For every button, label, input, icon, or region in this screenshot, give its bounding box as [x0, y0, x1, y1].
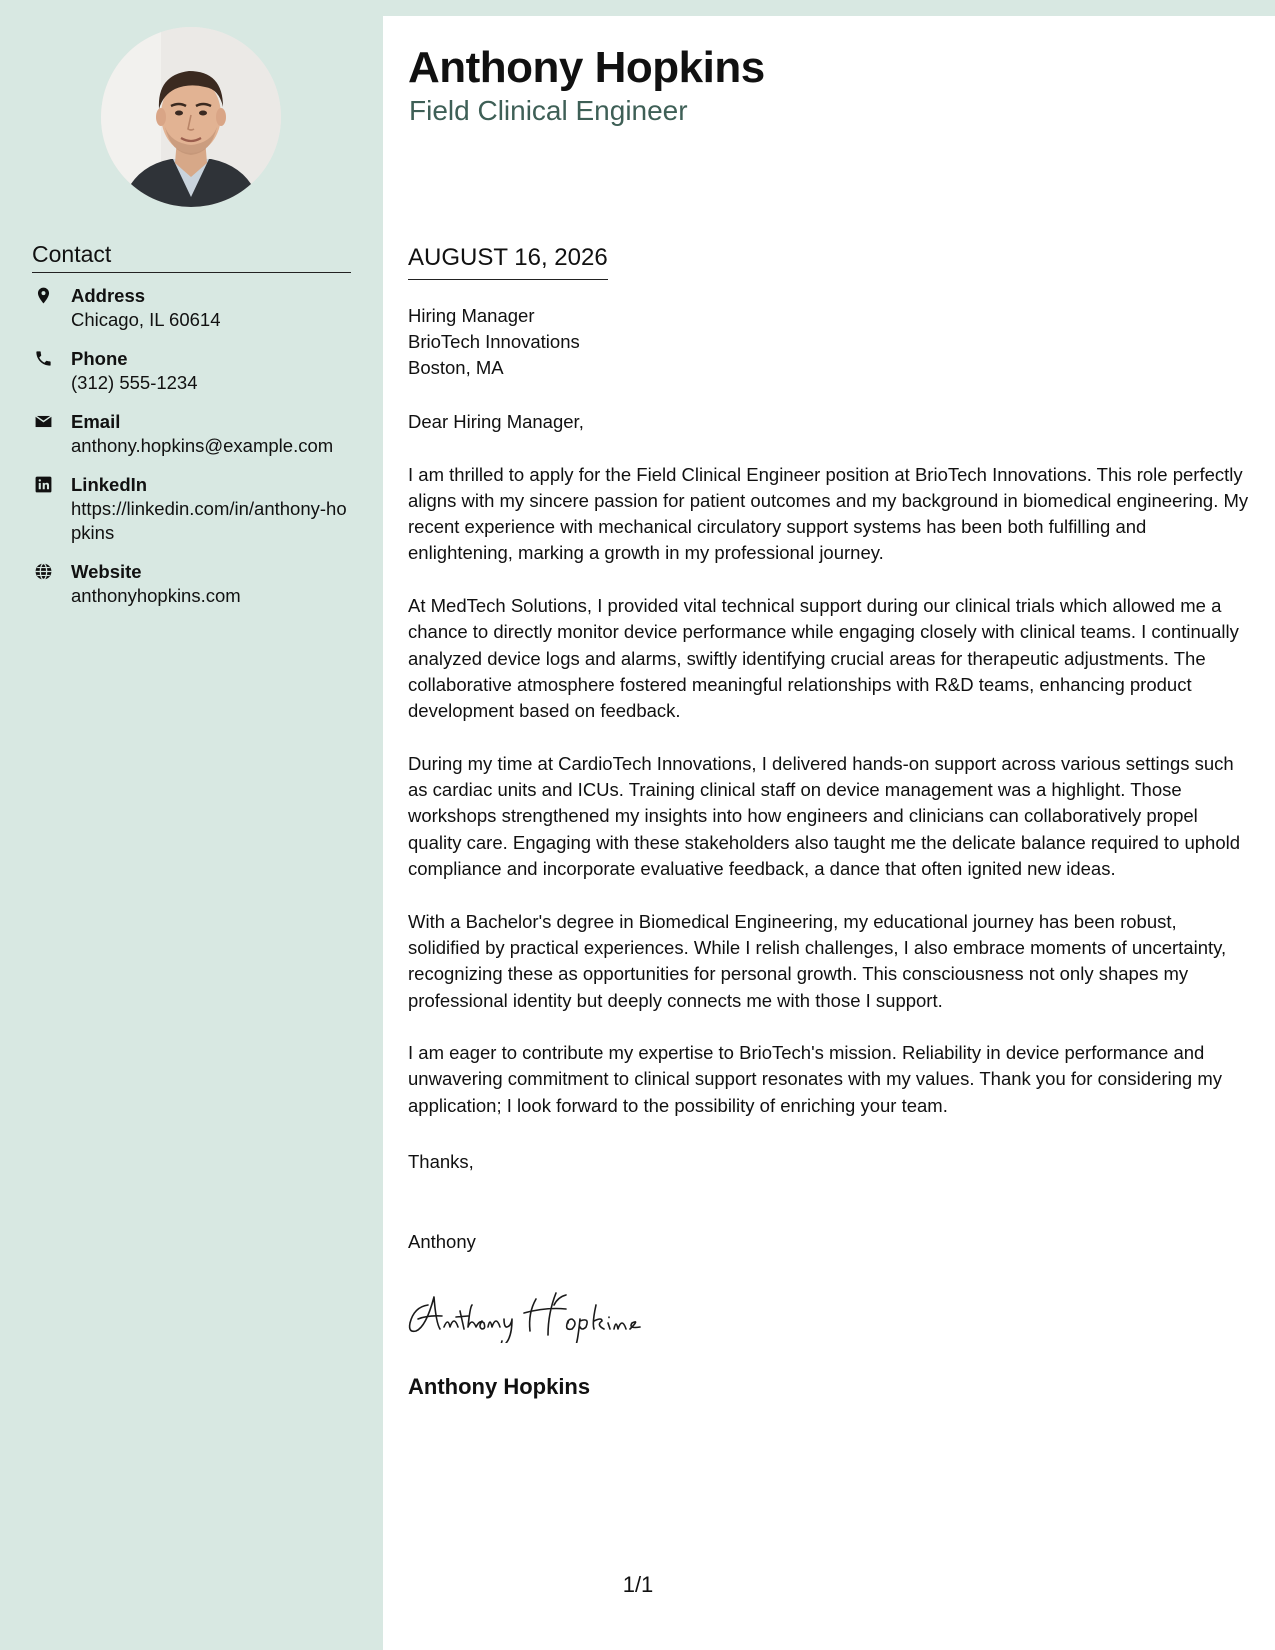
letter-body: [408, 409, 1250, 1145]
recipient-title: Hiring Manager: [408, 305, 535, 326]
phone-label: Phone: [71, 348, 128, 369]
globe-icon: [34, 562, 53, 581]
address-label: Address: [71, 285, 146, 306]
phone-value: (312) 555-1234: [71, 372, 198, 393]
letter-date: AUGUST 16, 2026: [408, 243, 608, 280]
contact-item-address: [32, 284, 352, 332]
website-value[interactable]: anthonyhopkins.com: [71, 585, 241, 606]
email-value[interactable]: anthony.hopkins@example.com: [71, 435, 334, 456]
email-label: Email: [71, 411, 121, 432]
website-label: Website: [71, 561, 142, 582]
body-paragraph: I am thrilled to apply for the Field Clinical Engineer position at BrioTech Innovations. This role perfectly aligns with my sincere passion for patient outcomes and my background in biomedical engineering. My recent experience with mechanical circulatory support systems has been both fulfilling and enlightening, marking a growth in my professional journey.: [408, 463, 1249, 564]
linkedin-label: LinkedIn: [71, 474, 148, 495]
sign-off-name: Anthony: [408, 1231, 476, 1252]
contact-item-email: [32, 410, 352, 458]
body-paragraph: I am eager to contribute my expertise to BrioTech's mission. Reliability in device performance and unwavering commitment to clinical support resonates with my values. Thank you for considering my application; I look forward to the possibility of enriching your team.: [408, 1042, 1223, 1116]
salutation: Dear Hiring Manager,: [408, 411, 584, 432]
location-pin-icon: [34, 286, 53, 305]
page-number: 1/1: [622, 1572, 654, 1597]
contact-item-website: [32, 560, 352, 608]
signature-image: [406, 1283, 686, 1343]
linkedin-value[interactable]: https://linkedin.com/in/anthony-hopkins: [71, 498, 347, 543]
phone-icon: [34, 349, 53, 368]
body-paragraph: During my time at CardioTech Innovations, I delivered hands-on support across various settings such as cardiac units and ICUs. Training clinical staff on device management was a highlight. Those workshops strengthened my insights into how engineers and clinicians can collaboratively propel quality care. Engaging with these stakeholders also taught me the delicate balance required to uphold compliance and incorporate evaluative feedback, a dance that often ignited new ideas.: [408, 752, 1241, 880]
recipient-company: BrioTech Innovations: [408, 331, 580, 352]
contact-heading: Contact: [32, 240, 351, 273]
candidate-name: Anthony Hopkins: [408, 43, 765, 92]
contact-list: [32, 284, 352, 623]
contact-item-phone: [32, 347, 352, 395]
job-title: Field Clinical Engineer: [409, 95, 688, 126]
linkedin-icon: [34, 475, 53, 494]
recipient-block: [408, 303, 580, 381]
signature-full-name: Anthony Hopkins: [408, 1374, 591, 1399]
body-paragraph: With a Bachelor's degree in Biomedical Engineering, my educational journey has been robust, solidified by practical experiences. While I relish challenges, I also embrace moments of uncertainty, recognizing these as opportunities for personal growth. This consciousness not only shapes my professional identity but deeply connects me with those I support.: [408, 910, 1227, 1011]
recipient-location: Boston, MA: [408, 357, 504, 378]
envelope-icon: [34, 412, 53, 431]
address-value: Chicago, IL 60614: [71, 309, 221, 330]
body-paragraph: At MedTech Solutions, I provided vital technical support during our clinical trials which allowed me a chance to directly monitor device performance while engaging closely with clinical teams. I continually analyzed device logs and alarms, swiftly identifying crucial areas for therapeutic adjustments. The collaborative atmosphere fostered meaningful relationships with R&D teams, enhancing product development based on feedback.: [408, 595, 1239, 722]
contact-item-linkedin: [32, 473, 352, 545]
closing: Thanks,: [408, 1151, 474, 1172]
avatar: [101, 27, 281, 207]
